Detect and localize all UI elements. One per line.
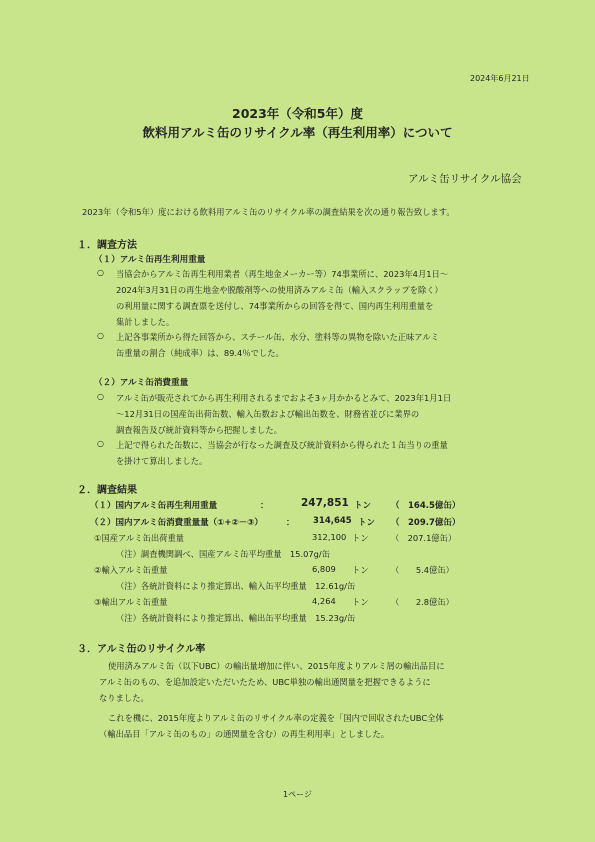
section2-heading: ２．調査結果 [77, 485, 137, 496]
s1-sub1-p1-line: 2024年3月31日の再生地金や脱酸剤等への使用済みアルミ缶（輸入スクラップを除く） [116, 285, 443, 295]
s1-sub1-p2-line: 上記各事業所から得た回答から、スチール缶、水分、塗料等の異物を除いた正味アルミ [116, 332, 439, 342]
result-recycled-weight-cans: （ 164.5億缶） [391, 501, 461, 511]
s1-sub1-p2-line: 缶重量の割合（純成率）は、89.4％でした。 [116, 348, 284, 358]
result-colon: ： [286, 518, 295, 528]
s1-sub2-p1-line: アルミ缶が販売されてから再生利用されるまでおよそ3ヶ月かかるとみて、2023年1月1日 [116, 393, 452, 403]
bullet-icon: ○ [97, 439, 104, 448]
title-line-1: 2023年（令和5年）度 [232, 106, 363, 121]
s1-sub1-p1-line: 当協会からアルミ缶再生利用業者（再生地金メーカー等）74事業所に、2023年4月1日～ [116, 269, 449, 279]
detail-item-unit: トン [352, 533, 369, 543]
detail-item-label: ③輸出アルミ缶重量 [94, 597, 168, 607]
s3-p1-line: なりました。 [99, 693, 149, 703]
detail-item-cans: （ 2.8億缶） [391, 597, 454, 607]
s1-sub2-p2-line: 上記で得られた缶数に、当協会が行なった調査及び統計資料から得られた１缶当りの重量 [116, 440, 448, 450]
organization-name: アルミ缶リサイクル協会 [408, 173, 522, 185]
detail-item-note: （注）各統計資料により推定算出、輸出缶平均重量 15.23g/缶 [116, 613, 356, 623]
detail-item-note: （注）調査機関調べ、国産アルミ缶平均重量 15.07g/缶 [116, 549, 331, 559]
s3-p1-line: アルミ缶のもの、を追加設定いただいたため、UBC単独の輸出通関量を把握できるように [99, 677, 431, 687]
detail-item-label: ②輸入アルミ缶重量 [94, 565, 168, 575]
detail-item-cans: （ 5.4億缶） [391, 565, 454, 575]
s3-p2-line: （輸出品目「アルミ缶のもの」の通関量を含む）の再生利用率」としました。 [99, 729, 390, 739]
detail-item-label: ①国産アルミ缶出荷重量 [94, 533, 185, 543]
section3-heading: ３．アルミ缶のリサイクル率 [77, 644, 206, 655]
result-consumption-weight-cans: （ 209.7億缶） [391, 518, 461, 528]
report-date: 2024年6月21日 [470, 74, 530, 83]
result-colon: ： [260, 501, 269, 511]
s1-sub1-p1-line: 集計しました。 [116, 317, 175, 327]
detail-item-value: 312,100 [312, 532, 347, 542]
result-consumption-weight-label: （２）国内アルミ缶消費重量量（①+②－③） [90, 518, 263, 528]
section1-sub2-heading: （２）アルミ缶消費重量 [94, 378, 189, 388]
result-consumption-weight-value: 314,645 [313, 516, 352, 526]
s1-sub1-p1-line: の利用量に関する調査票を送付し、74事業所からの回答を得て、国内再生利用重量を [116, 301, 434, 311]
detail-item-unit: トン [352, 565, 369, 575]
section1-sub1-heading: （１）アルミ缶再生利用重量 [94, 255, 206, 265]
detail-item-cans: （ 207.1億缶） [391, 533, 457, 543]
s3-p1-line: 使用済みアルミ缶（以下UBC）の輸出量増加に伴い、2015年度よりアルミ屑の輸出品目に [108, 661, 445, 671]
section1-heading: １．調査方法 [77, 240, 137, 251]
result-recycled-weight-unit: トン [354, 501, 372, 511]
title-line-2: 飲料用アルミ缶のリサイクル率（再生利用率）について [142, 125, 453, 140]
s1-sub2-p2-line: を掛けて算出しました。 [116, 456, 208, 466]
detail-item-unit: トン [352, 597, 369, 607]
detail-item-note: （注）各統計資料により推定算出、輸入缶平均重量 12.61g/缶 [116, 581, 356, 591]
s1-sub2-p1-line: ～12月31日の国産缶出荷缶数、輸入缶数および輸出缶数を、財務省並びに業界の [116, 409, 420, 419]
intro-text: 2023年（令和5年）度における飲料用アルミ缶のリサイクル率の調査結果を次の通り報告致します。 [82, 207, 455, 217]
bullet-icon: ○ [97, 331, 104, 340]
s1-sub2-p1-line: 調査報告及び統計資料等から把握しました。 [116, 425, 282, 435]
detail-item-value: 6,809 [312, 564, 336, 574]
detail-item-value: 4,264 [312, 596, 336, 606]
result-consumption-weight-unit: トン [358, 518, 376, 528]
result-recycled-weight-value: 247,851 [301, 497, 349, 509]
bullet-icon: ○ [97, 392, 104, 401]
bullet-icon: ○ [97, 268, 104, 277]
page-number: 1ページ [283, 790, 312, 799]
result-recycled-weight-label: （１）国内アルミ缶再生利用重量 [90, 501, 218, 511]
s3-p2-line: これを機に、2015年度よりアルミ缶のリサイクル率の定義を「国内で回収されたUBC全体 [108, 713, 444, 723]
